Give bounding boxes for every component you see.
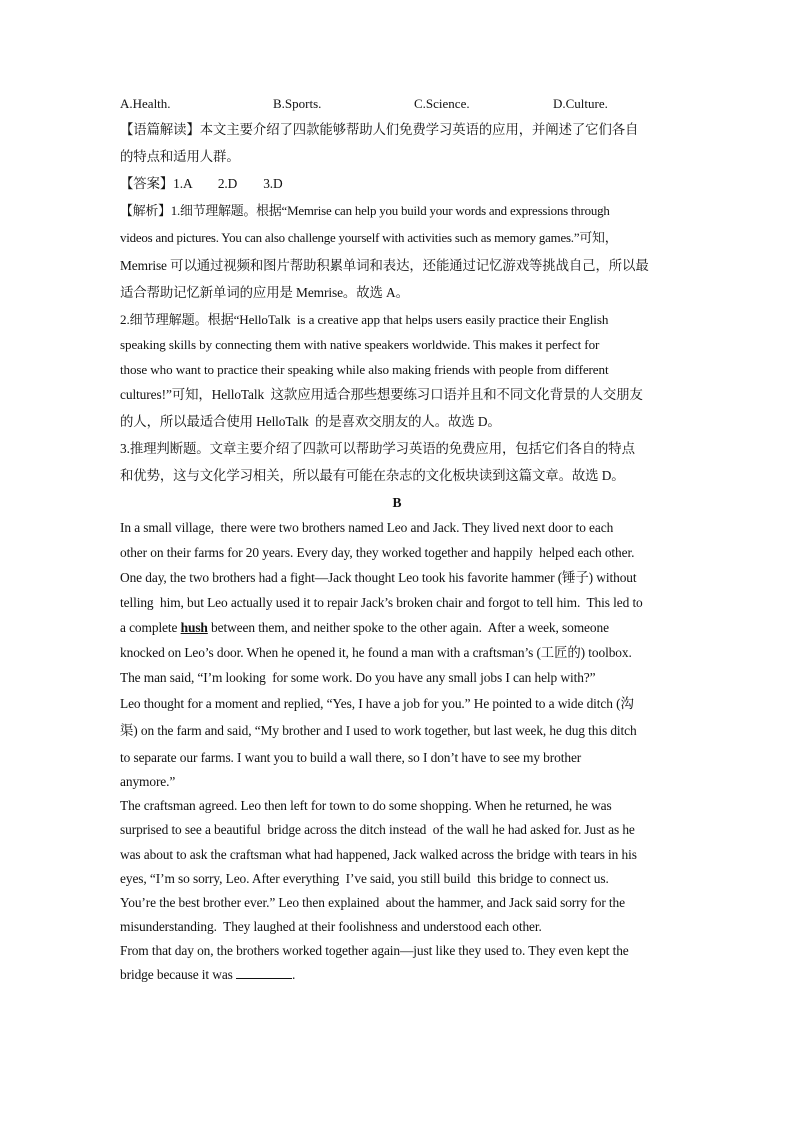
explanation-line: those who want to practice their speaking while also making friends with people from different — [120, 362, 609, 377]
discourse-reading-line: 的特点和适用人群。 — [120, 149, 240, 164]
explanation-line: 【解析】1.细节理解题。根据“Memrise can help you build your words and expressions through — [120, 204, 610, 218]
explanation-line: 3.推理判断题。文章主要介绍了四款可以帮助学习英语的免费应用，包括它们各自的特点 — [120, 441, 635, 456]
option-b: B.Sports. — [273, 96, 322, 111]
explanation-line: 和优势，这与文化学习相关，所以最有可能在杂志的文化板块读到这篇文章。故选 D。 — [120, 468, 625, 483]
discourse-reading-line: 【语篇解读】本文主要介绍了四款能够帮助人们免费学习英语的应用，并阐述了它们各自 — [120, 122, 639, 137]
passage-line: The craftsman agreed. Leo then left for town to do some shopping. When he returned, he was — [120, 798, 612, 813]
passage-text: bridge because it was — [120, 967, 233, 982]
passage-line: knocked on Leo’s door. When he opened it, he found a man with a craftsman’s (工匠的) toolbox. — [120, 645, 632, 660]
passage-line: Leo thought for a moment and replied, “Yes, I have a job for you.” He pointed to a wide ditch (沟 — [120, 696, 634, 711]
explanation-line: cultures!”可知，HelloTalk 这款应用适合那些想要练习口语并且和不同文化背景的人交朋友 — [120, 387, 643, 402]
passage-text: between them, and neither spoke to the other again. After a week, someone — [207, 620, 609, 635]
explanation-line: videos and pictures. You can also challenge yourself with activities such as memory games.”可知， — [120, 231, 618, 245]
passage-line: eyes, “I’m so sorry, Leo. After everything I’ve said, you still build this bridge to connect us. — [120, 871, 609, 886]
explanation-line: 的人，所以最适合使用 HelloTalk 的是喜欢交朋友的人。故选 D。 — [120, 414, 501, 429]
passage-line: One day, the two brothers had a fight—Jack thought Leo took his favorite hammer (锤子) without — [120, 570, 637, 585]
passage-line: bridge because it was . — [120, 967, 296, 982]
section-heading: B — [392, 495, 402, 510]
answer-key: 【答案】1.A 2.D 3.D — [120, 176, 283, 191]
explanation-line: Memrise 可以通过视频和图片帮助积累单词和表达，还能通过记忆游戏等挑战自己，所以最 — [120, 258, 649, 273]
passage-line: From that day on, the brothers worked together again—just like they used to. They even kept the — [120, 943, 629, 958]
passage-line: surprised to see a beautiful bridge across the ditch instead of the wall he had asked for. Just as he — [120, 822, 635, 837]
option-c: C.Science. — [414, 96, 470, 111]
passage-line — [120, 619, 680, 637]
passage-line: other on their farms for 20 years. Every day, they worked together and happily helped each other. — [120, 545, 635, 560]
passage-line: misunderstanding. They laughed at their foolishness and understood each other. — [120, 919, 542, 934]
passage-line: telling him, but Leo actually used it to repair Jack’s broken chair and forgot to tell him. This led to — [120, 595, 643, 610]
explanation-line: 适合帮助记忆新单词的应用是 Memrise。故选 A。 — [120, 285, 409, 300]
answer-options — [120, 95, 680, 113]
underlined-word: hush — [180, 620, 208, 635]
option-d: D.Culture. — [553, 96, 608, 111]
passage-line: was about to ask the craftsman what had happened, Jack walked across the bridge with tears in his — [120, 847, 637, 862]
explanation-line: 2.细节理解题。根据“HelloTalk is a creative app that helps users easily practice their English — [120, 312, 609, 327]
passage-line: In a small village, there were two brothers named Leo and Jack. They lived next door to each — [120, 520, 614, 535]
passage-line: to separate our farms. I want you to build a wall there, so I don’t have to see my brother — [120, 750, 582, 765]
passage-line: 渠) on the farm and said, “My brother and I used to work together, but last week, he dug this ditch — [120, 723, 637, 738]
passage-line: The man said, “I’m looking for some work. Do you have any small jobs I can help with?” — [120, 670, 596, 685]
passage-line: You’re the best brother ever.” Leo then explained about the hammer, and Jack said sorry for the — [120, 895, 625, 910]
passage-line: anymore.” — [120, 774, 176, 789]
explanation-line: speaking skills by connecting them with native speakers worldwide. This makes it perfect for — [120, 337, 600, 352]
option-a: A.Health. — [120, 96, 171, 111]
passage-text: a complete — [120, 620, 181, 635]
fill-in-blank[interactable] — [236, 966, 292, 979]
